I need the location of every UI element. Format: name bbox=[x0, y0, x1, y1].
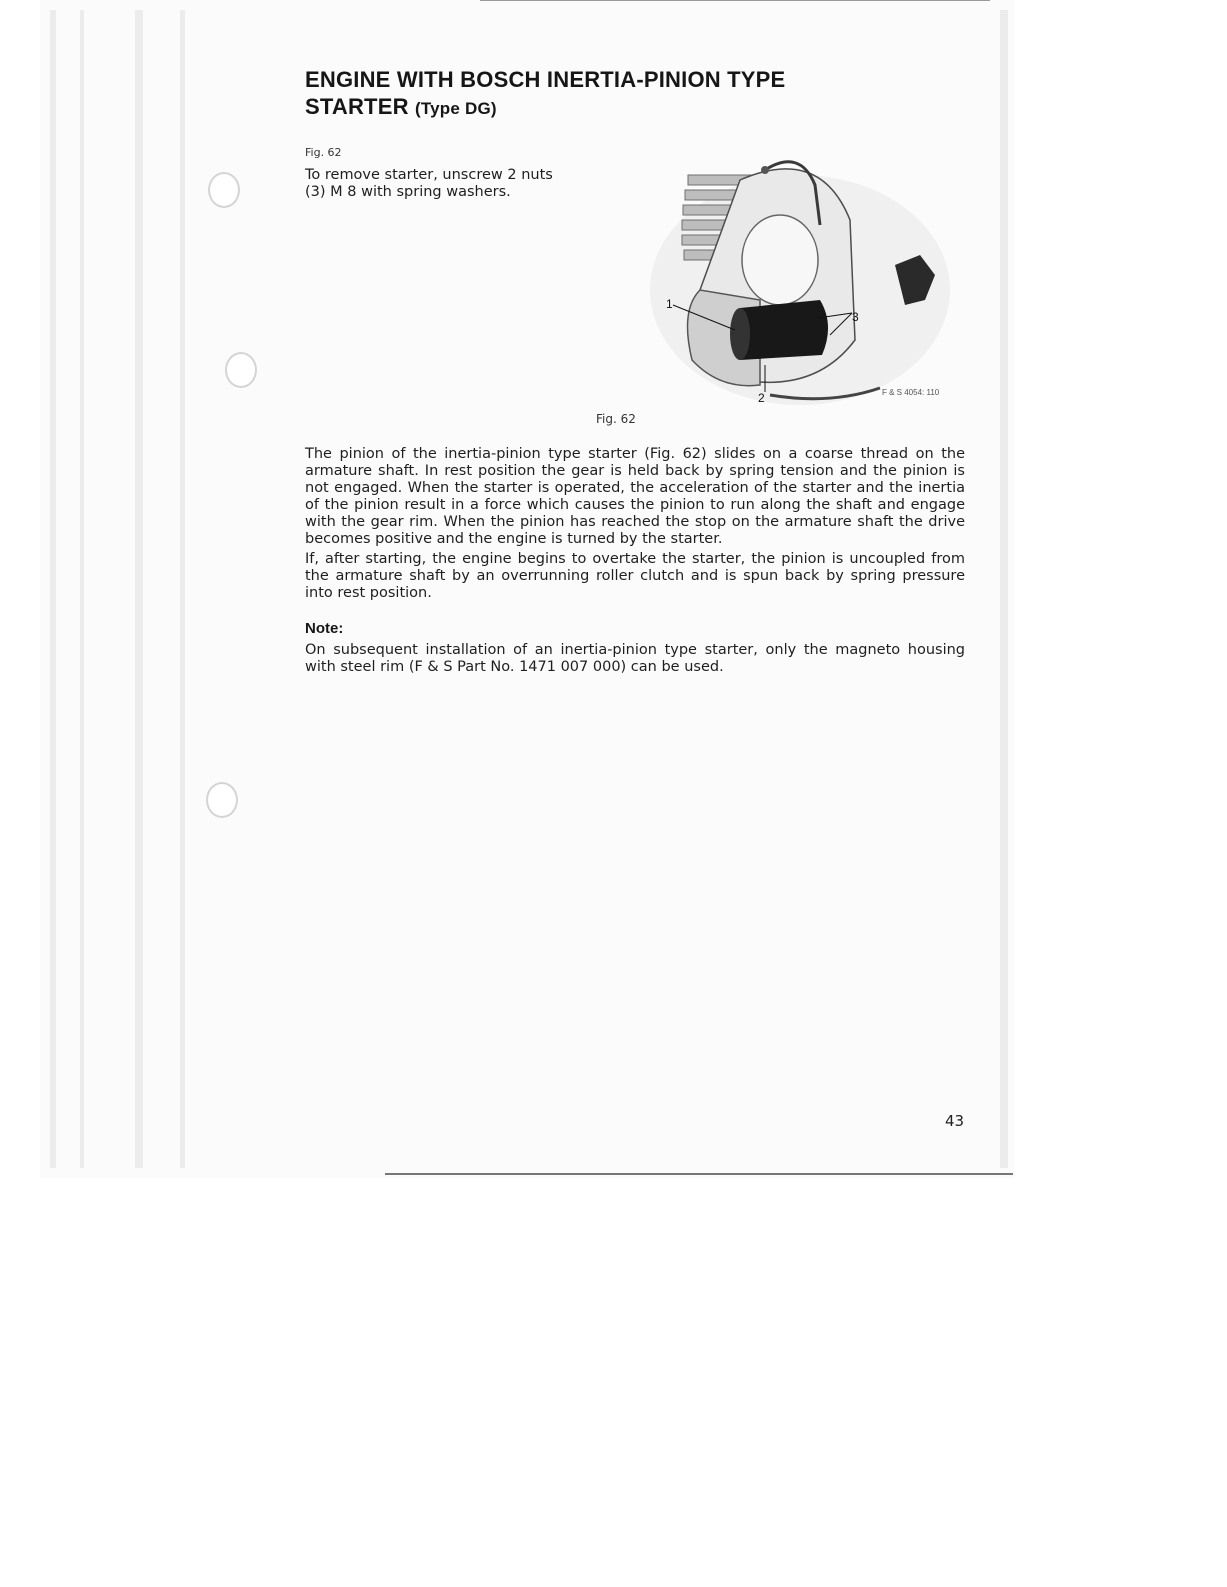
bottom-edge-line bbox=[385, 1173, 1013, 1175]
callout-label: 2 bbox=[758, 391, 765, 405]
removal-instruction: To remove starter, unscrew 2 nuts (3) M 8 with spring washers. bbox=[305, 167, 553, 200]
type-note: (Type DG) bbox=[414, 99, 497, 118]
binder-hole bbox=[206, 782, 238, 818]
callout-label: 1 bbox=[666, 297, 673, 311]
figure-caption: Fig. 62 bbox=[596, 412, 636, 426]
note-heading: Note: bbox=[305, 620, 344, 637]
page-number: 43 bbox=[945, 1112, 965, 1130]
figure-reference: Fig. 62 bbox=[305, 146, 342, 159]
photo-stamp: F & S 4054: 110 bbox=[882, 388, 940, 397]
body-paragraph: If, after starting, the engine begins to overtake the starter, the pinion is uncoupled from the armature shaft by an overrunning roller clutch and is spun back by spring pressure into rest position. bbox=[305, 551, 965, 601]
note-text: On subsequent installation of an inertia-pinion type starter, only the magneto housing with steel rim (F & S Part No. 1471 007 000) can be used. bbox=[305, 642, 965, 675]
top-edge-line bbox=[480, 0, 990, 1]
title-line-2: STARTER bbox=[305, 94, 409, 119]
binder-hole bbox=[208, 172, 240, 208]
margin-stripe bbox=[135, 10, 143, 1168]
margin-stripe bbox=[180, 10, 185, 1168]
page-title bbox=[305, 66, 785, 122]
body-paragraph: The pinion of the inertia-pinion type starter (Fig. 62) slides on a coarse thread on the armature shaft. In rest position the gear is held back by spring tension and the pinion is not engaged. When the starter is operated, the acceleration of the starter and the inertia of the pinion result in a force which causes the pinion to run along the shaft and engage with the gear rim. When the pinion has reached the stop on the armature shaft the drive becomes positive and the engine is turned by the starter. bbox=[305, 446, 965, 547]
callout-label: 3 bbox=[852, 310, 859, 324]
title-line-1: ENGINE WITH BOSCH INERTIA-PINION TYPE bbox=[305, 67, 786, 92]
engine-photo bbox=[590, 140, 960, 410]
margin-stripe bbox=[50, 10, 56, 1168]
binder-hole bbox=[225, 352, 257, 388]
margin-stripe bbox=[80, 10, 84, 1168]
margin-stripe bbox=[1000, 10, 1008, 1168]
